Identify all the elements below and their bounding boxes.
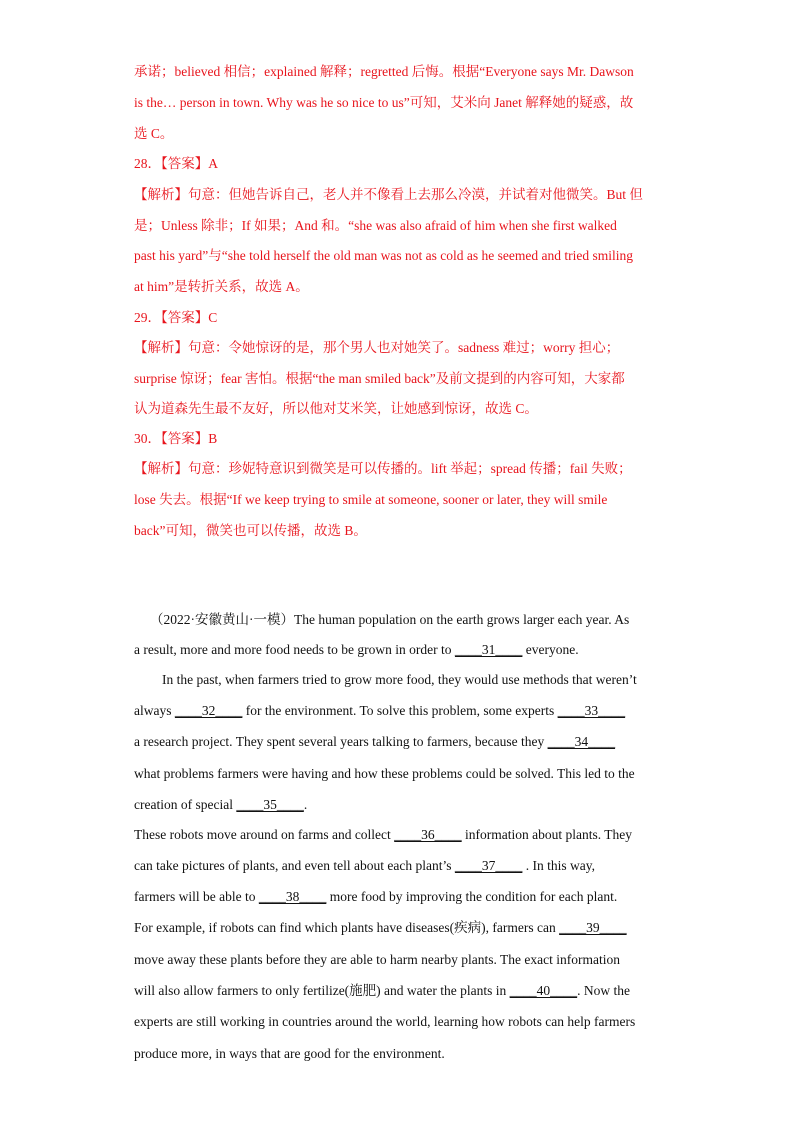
blank-39: ____39____ [559, 920, 627, 935]
passage-line: what problems farmers were having and how these problems could be solved. This led to the [134, 766, 635, 781]
passage-line [134, 701, 625, 721]
explanation-line: 选 C。 [134, 126, 174, 141]
passage-text: more food by improving the condition for each plant. [329, 889, 618, 904]
passage-text: . In this way, [525, 858, 596, 873]
passage-line: In the past, when farmers tried to grow more food, they would use methods that weren’t [162, 672, 637, 687]
passage-line [134, 856, 595, 876]
explanation-line: 【解析】句意：珍妮特意识到微笑是可以传播的。lift 举起；spread 传播；fail 失败； [134, 461, 632, 476]
passage-line [134, 640, 579, 660]
answer-label-30: 30．【答案】B [134, 431, 218, 446]
blank-35: ____35____ [236, 797, 304, 812]
passage-text: a result, more and more food needs to be grown in order to [134, 642, 452, 657]
passage-text: always [134, 703, 172, 718]
explanation-line: surprise 惊讶；fear 害怕。根据“the man smiled back”及前文提到的内容可知，大家都 [134, 371, 625, 386]
passage-line: produce more, in ways that are good for the environment. [134, 1046, 445, 1061]
passage-line [134, 825, 632, 845]
explanation-line: at him”是转折关系，故选 A。 [134, 279, 309, 294]
explanation-line: lose 失去。根据“If we keep trying to smile at someone, sooner or later, they will smile [134, 492, 608, 507]
blank-37: ____37____ [454, 858, 523, 873]
passage-line: experts are still working in countries around the world, learning how robots can help farmers [134, 1014, 636, 1029]
blank-38: ____38____ [258, 889, 327, 904]
blank-34: ____34____ [547, 734, 616, 749]
passage-line: （2022·安徽黄山·一模）The human population on the earth grows larger each year. As [150, 612, 630, 627]
passage-text: These robots move around on farms and collect [134, 827, 391, 842]
passage-line [134, 887, 617, 907]
explanation-line: 是；Unless 除非；If 如果；And 和。“she was also afraid of him when she first walked [134, 218, 617, 233]
passage-line [134, 795, 307, 815]
explanation-line: 承诺；believed 相信；explained 解释；regretted 后悔。根据“Everyone says Mr. Dawson [134, 64, 634, 79]
blank-33: ____33____ [557, 703, 626, 718]
explanation-line: is the… person in town. Why was he so nice to us”可知，艾米向 Janet 解释她的疑惑，故 [134, 95, 634, 110]
blank-32: ____32____ [174, 703, 243, 718]
passage-text: will also allow farmers to only fertilize(施肥) and water the plants in [134, 983, 507, 998]
explanation-line: back”可知，微笑也可以传播，故选 B。 [134, 523, 367, 538]
explanation-line: past his yard”与“she told herself the old man was not as cold as he seemed and tried smiling [134, 248, 633, 263]
blank-31: ____31____ [454, 642, 523, 657]
answer-label-28: 28．【答案】A [134, 156, 218, 171]
blank-36: ____36____ [394, 827, 462, 842]
answer-label-29: 29．【答案】C [134, 310, 218, 325]
passage-text: . Now the [577, 983, 631, 998]
passage-text: can take pictures of plants, and even tell about each plant’s [134, 858, 452, 873]
passage-text: information about plants. They [465, 827, 633, 842]
passage-text: a research project. They spent several years talking to farmers, because they [134, 734, 545, 749]
passage-line [134, 732, 615, 752]
passage-text: for the environment. To solve this problem, some experts [245, 703, 555, 718]
passage-text: . [303, 797, 308, 812]
blank-40: ____40____ [509, 983, 578, 998]
explanation-line: 认为道森先生最不友好，所以他对艾米笑，让她感到惊讶，故选 C。 [134, 401, 538, 416]
explanation-line: 【解析】句意：令她惊讶的是，那个男人也对她笑了。sadness 难过；worry 担心； [134, 340, 620, 355]
passage-text: creation of special [134, 797, 233, 812]
passage-line [134, 918, 627, 938]
passage-line: move away these plants before they are able to harm nearby plants. The exact information [134, 952, 620, 967]
explanation-line: 【解析】句意：但她告诉自己，老人并不像看上去那么冷漠，并试着对他微笑。But 但 [134, 187, 643, 202]
passage-line [134, 981, 630, 1001]
passage-text: everyone. [525, 642, 579, 657]
passage-text: farmers will be able to [134, 889, 256, 904]
passage-text: For example, if robots can find which plants have diseases(疾病), farmers can [134, 920, 556, 935]
